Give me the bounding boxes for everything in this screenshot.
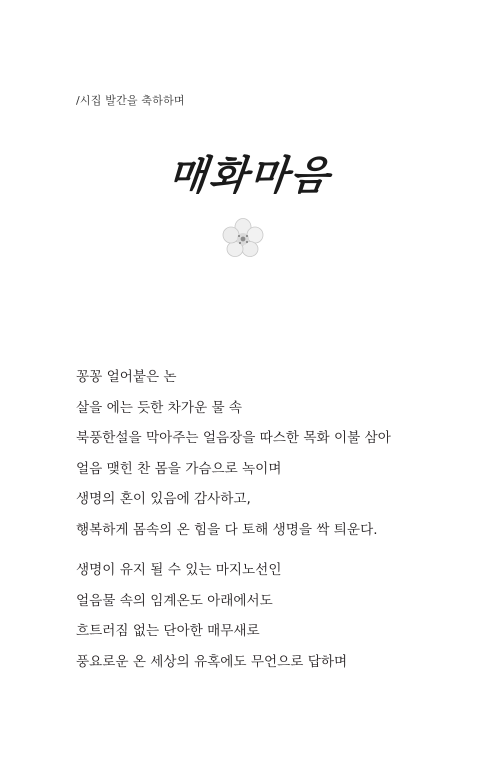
poem-line: 생명이 유지 될 수 있는 마지노선인 [76,562,282,578]
poem-line: 생명의 혼이 있음에 감사하고, [76,491,251,508]
poem-line: 흐트러짐 없는 단아한 매무새로 [76,623,260,640]
dedication-subtitle: /시집 발간을 축하하며 [76,94,185,107]
poem-line: 북풍한설을 막아주는 얼음장을 따스한 목화 이불 삼아 [76,430,391,447]
poem-line: 풍요로운 온 세상의 유혹에도 무언으로 답하며 [76,653,348,670]
poem-line: 꽁꽁 얼어붙은 논 [76,369,177,385]
poem-title: 매화마음 [165,152,334,199]
plum-blossom-icon [222,218,264,258]
poem-line: 살을 에는 듯한 차가운 물 속 [76,399,243,416]
poem-line: 얼음물 속의 임계온도 아래에서도 [76,592,273,609]
poem-stanza-2 [76,555,347,677]
poem-stanza-1 [76,362,391,546]
poem-line: 행복하게 몸속의 온 힘을 다 토해 생명을 싹 틔운다. [76,521,378,538]
poem-line: 얼음 맺힌 찬 몸을 가슴으로 녹이며 [76,460,282,477]
